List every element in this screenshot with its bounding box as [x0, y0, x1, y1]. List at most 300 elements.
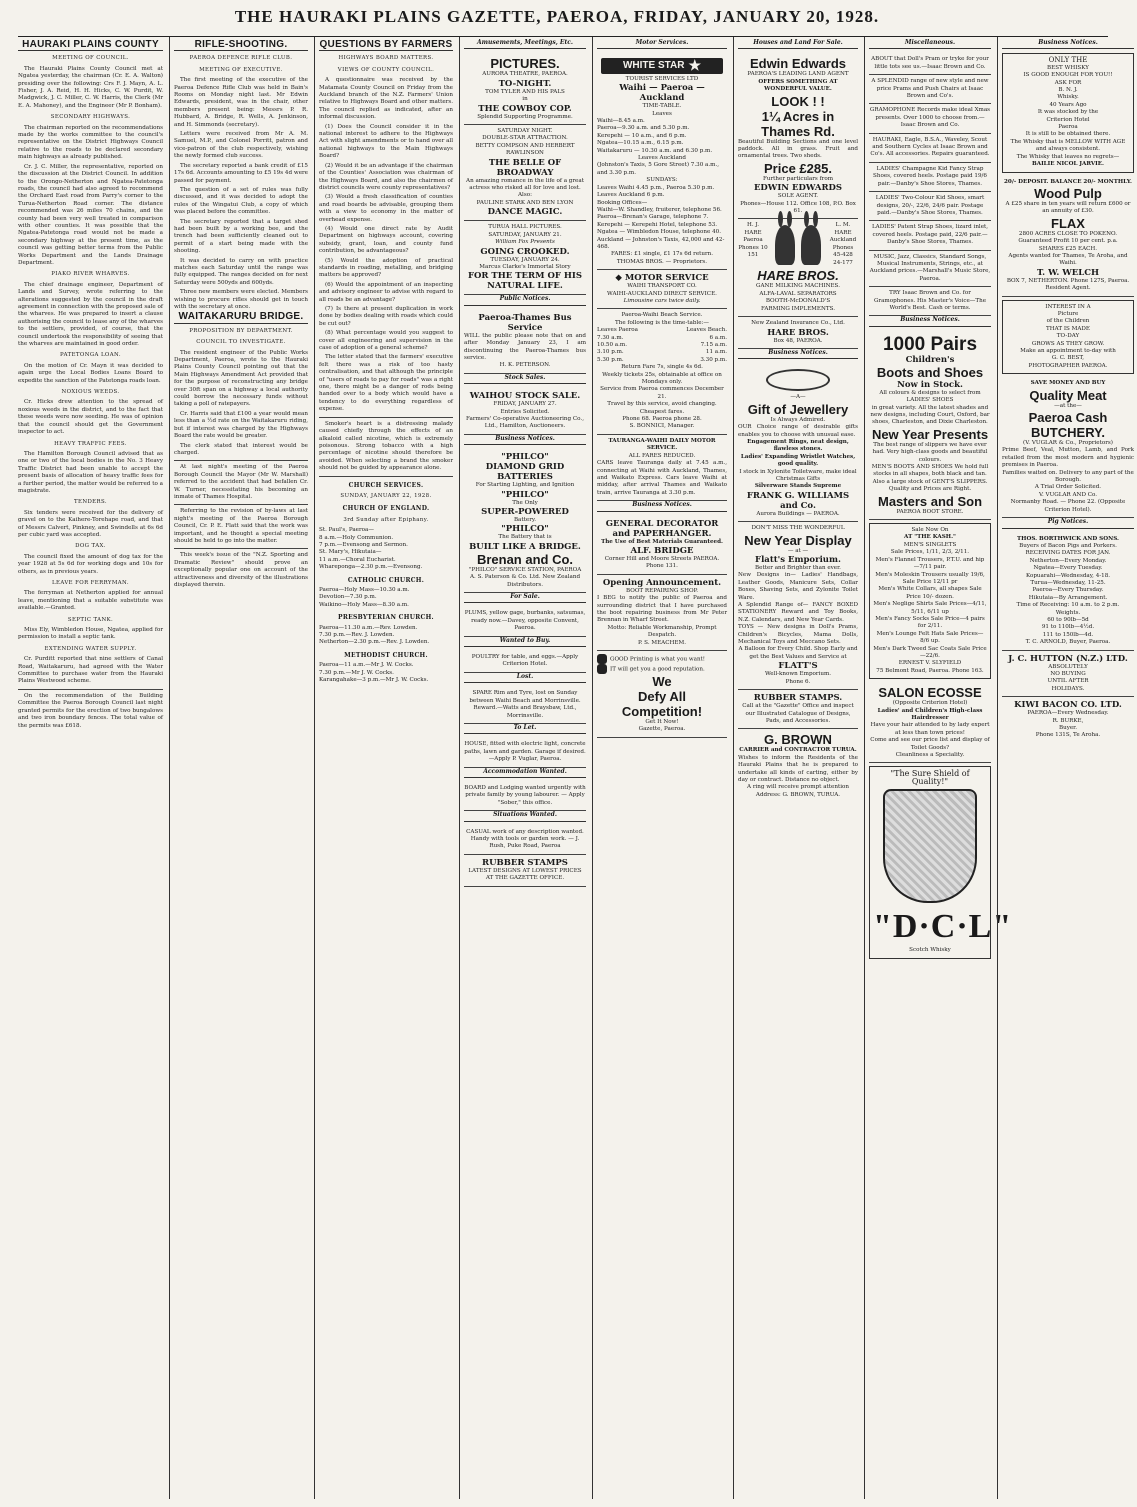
article-paragraph: The first meeting of the executive of the Paeroa Defence Rifle Club was held in Bain's Rooms on Monday night last. Mr Edwin Edwards, president, was in the chair, other members present being: Messrs P. R. Hubbard, A. Bridge, R. Wells, A. Jenkinson, and H. Simmonds (secretary).	[174, 77, 308, 128]
service-line: Waikino—Holy Mass—8.30 a.m.	[319, 601, 409, 608]
ad-salon-ecosse	[869, 682, 991, 763]
ad-line: Silverware Stands Supreme	[754, 483, 842, 490]
ad-line: SUNDAYS:	[646, 177, 678, 184]
ad-line: (V. VUGLAR & Co., Proprietors)	[1023, 440, 1113, 447]
ad-gazette-printing	[597, 651, 727, 738]
weight-line: 91 to 110lb—4½d.	[1041, 624, 1095, 631]
article-paragraph: The Hamilton Borough Council advised that as one or two of the local bodies in the No. 3 Heavy Traffic District had been unable to accept the present basis of allocation of heavy traffic fees for a further period, the matter would be referred to a magistrate.	[18, 450, 163, 494]
ad-line: Guaranteed Profit 10 per cent. p.a.	[1018, 238, 1118, 245]
ad-line: OUR Choice range of desirable gifts enables you to choose with unusual ease.	[738, 424, 858, 438]
article-paragraph: The ferryman at Netherton applied for annual leave, mentioning that a suitable substitute was available.—Granted.	[18, 590, 163, 612]
weight-line: 111 to 150lb—4d.	[1042, 631, 1094, 638]
ad-line: Now in Stock.	[897, 379, 963, 390]
ad-line: THE BELLE OF BROADWAY	[488, 157, 562, 178]
ad-line: Normanby Road. — Phone 22. (Opposite Criterion Hotel).	[1010, 499, 1126, 513]
ad-line: H. J. HARE Paeroa Phones 10 151	[738, 222, 768, 259]
ad-title: G. BROWN	[764, 732, 832, 748]
ad-line: The Whisky that is MELLOW WITH AGE and always consistent.	[1010, 138, 1126, 153]
subheading: MEETING OF COUNCIL.	[52, 55, 129, 62]
ring-illustration	[766, 369, 830, 391]
ad-line: Come and see our price list and display of Toilet Goods?	[870, 737, 990, 751]
ad-line: TURUA HALL PICTURES.	[488, 224, 562, 231]
ad-line: LOOK ! !	[771, 93, 825, 109]
timetable-line: Paeroa—9.30 a.m. and 5.30 p.m.	[597, 125, 690, 132]
ad-hare-bros	[738, 219, 858, 348]
sale-item: Men's Fancy Socks Sale Price—4 pairs for 2/11.	[875, 615, 985, 630]
article-paragraph: (1) Does the Council consider it in the national interest to adhere to the Highways Act with slight amendments or to hand over all national highways to the Main Highways Board?	[319, 123, 453, 160]
ad-line: CARRIER and CONTRACTOR TURUA.	[739, 747, 857, 754]
schedule-line: Ngatea—Every Tuesday.	[1033, 565, 1103, 572]
subheading: PROPOSITION BY DEPARTMENT.	[189, 327, 293, 334]
ad-line: Waihi — Paeroa — Auckland	[619, 83, 705, 104]
ad-line: L. M. HARE Auckland Phones 45-428 24-177	[829, 222, 857, 266]
article-paragraph: (8) What percentage would you suggest to cover all engineering and supervision in the case of adoption of a general scheme?	[319, 330, 453, 352]
ad-line: Also:	[518, 192, 532, 199]
ad-line: SATURDAY NIGHT.	[497, 128, 553, 135]
ad-line: Families waited on. Delivery to any part of the Borough.	[1002, 469, 1134, 484]
ad-line: Weekly tickets 25s, obtainable at office on Mondays only.	[602, 371, 722, 386]
ad-line: FOR THE TERM OF HIS NATURAL LIFE.	[467, 271, 583, 292]
ad-title: RUBBER STAMPS	[482, 857, 568, 868]
timetable-row: 5.30 p.m. 3.30 p.m.	[597, 356, 727, 363]
section-banner: Business Notices.	[1002, 39, 1134, 49]
ad-line: Travel by this service, avoid changing. Cheapest fares.	[607, 401, 717, 415]
ad-line: in great variety. All the latest shades and new designs, including Court, Oxford, bar shoes, Charleston, and Dixie Charleston.	[870, 404, 990, 426]
article-paragraph: The secretary reported that a target shed had been built by a working bee, and the trench had been sufficiently cleaned out to permit of a start being made with the shooting.	[174, 218, 308, 255]
ad-line: Ladies' Expanding Wristlet Watches, good quality.	[740, 453, 856, 468]
ad-line: R. BURKE,	[1052, 717, 1084, 724]
section-banner: Business Notices.	[738, 349, 858, 359]
classified-ad: POULTRY for table, and eggs.—Apply Criterion Hotel.	[464, 651, 586, 673]
section-heading: HEAVY TRAFFIC FEES.	[54, 440, 127, 447]
ad-line: CARS leave Tauranga daily at 7.45 a.m., connecting at Waihi with Auckland, Thames, and Waikato Express. Cars leave Waihi at midday, after arrival Thames and Waikato train, arrive Tauranga at 3.30 p.m.	[597, 460, 727, 496]
ad-line: 2800 ACRES CLOSE TO POKENO.	[1018, 230, 1118, 237]
ad-line: T. W. WELCH	[1036, 267, 1100, 278]
ad-jewellery	[738, 363, 858, 522]
ad-line: New Designs in— Ladies' Handbags, Leather Goods, Manicure Sets, Collar Boxes, Shaving Sets, and Zylonite Toilet Ware.	[738, 572, 858, 601]
section-heading: LEAVE FOR FERRYMAN.	[52, 580, 129, 586]
section-heading: PATETONGA LOAN.	[60, 352, 121, 359]
ad-line: "PHILCO"	[501, 524, 549, 535]
ad-tauranga-waihi	[597, 435, 727, 501]
white-star-logo	[601, 58, 723, 73]
ad-line: I stock in Xylonite Toiletware, make ideal Christmas Gifts	[739, 468, 857, 482]
ad-line: The Only	[512, 499, 538, 506]
sale-item: MEN'S SINGLETS	[903, 541, 957, 548]
ad-line: Phone 6.	[785, 678, 811, 685]
ad-line: New Year Presents	[871, 426, 989, 442]
article-paragraph: On the recommendation of the Building Committee the Paeroa Borough Council last night granted permits for the erection of two bungalows and two iron boundary fences. The total value of the permits was £618.	[18, 692, 163, 729]
article-paragraph: Cr. Purditt reported that nine settlers of Canal Road, Waitakaruru, had agreed with the Water Committee to purchase water from the Hauraki Plains Westwood scheme.	[18, 656, 163, 685]
classified-ad: LADIES' Two-Colour Kid Shoes, smart designs, 20/-, 22/6, 24/6 pair. Postage paid.—Danby's Shoe Stores, Thames.	[869, 192, 991, 221]
article-paragraph: (6) Would the appointment of an inspecting and advisory engineer to advise with regard to all roads be an advantage?	[319, 281, 453, 303]
ad-line: TOM TYLER AND HIS PALS	[485, 88, 565, 95]
subheading: COUNCIL TO INVESTIGATE.	[196, 339, 286, 346]
article-paragraph: The resident engineer of the Public Works Department, Paeroa, wrote to the Hauraki Plains County Council pointing out that the Main Highways Amendment Act provided that for the purpose of reconstructing any bridge over 30ft span on a highway a local authority could borrow the necessary funds without taking a poll of ratepayers.	[174, 349, 308, 408]
column-miscellaneous	[864, 37, 1013, 1499]
timetable-line: Waitakaruru — 10.30 a.m. and 6.30 p.m.	[597, 147, 713, 154]
section-banner: Business Notices.	[464, 435, 586, 445]
article-paragraph: Referring to the revision of by-laws at last night's meeting of the Paeroa Borough Council, Cr. P. E. Flatt said that the work was important, and he thought a special meeting should be held to go into the matter.	[174, 508, 308, 544]
ad-line: ERNEST V. SLYFIELD	[898, 660, 962, 667]
sale-item: Men's Flannel Trousers, P.T.U. and hip—7/11 pair.	[875, 556, 985, 571]
section-banner: Business Notices.	[869, 316, 991, 326]
section-banner: Houses and Land For Sale.	[738, 39, 858, 49]
ad-line: ALFA-LAVAL SEPARATORS	[759, 290, 837, 297]
classified-ad: LADIES' Patent Strap Shoes, lizard inlet, covered heels. Postage paid, 22/6 pair.—Danby's Shoe Stores, Thames.	[869, 221, 991, 250]
ad-line: OFFERS SOMETHING AT WONDERFUL VALUE.	[758, 78, 838, 93]
ad-line: All colours & designs to select from	[879, 389, 981, 396]
ad-line: The following is the time-table:—	[614, 319, 709, 326]
article-paragraph: (5) Would the adoption of practical standards in roading, metalling, and bridging matters be approved?	[319, 257, 453, 279]
ad-line: PAEROA BOOT STORE.	[896, 508, 964, 515]
section-banner: To Let.	[464, 724, 586, 734]
ad-line: AT THE GAZETTE OFFICE.	[485, 875, 565, 882]
ad-line: Price £285.	[764, 160, 832, 176]
ad-line: UNTIL AFTER	[1047, 678, 1089, 685]
ad-line: IS GOOD ENOUGH FOR YOU!!	[1023, 72, 1113, 79]
ad-line: Phone 131S, Te Aroha.	[1035, 732, 1101, 739]
article-paragraph: Letters were received from Mr A. M. Samuel, M.P., and Colonel Porritt, patron and vice-patron of the club respectively, wishing the newly formed club success.	[174, 131, 308, 160]
ad-line: A £25 share in ten years will return £600 or an annuity of £30.	[1005, 200, 1131, 215]
ad-title: HARE BROS.	[757, 268, 839, 284]
ad-title: B. N. J.	[1058, 87, 1078, 94]
service-line: 7.30 p.m.—Mr J. W. Cocks.	[319, 669, 394, 676]
schedule-line: Netherton—Every Monday.	[1029, 557, 1107, 564]
ad-line: Buyers of Bacon Pigs and Porkers.	[1019, 542, 1117, 549]
article-paragraph: (3) Would a fresh classification of counties and road boards be advisable, grouping them with a view to economy in the matter of overhead expense.	[319, 194, 453, 223]
ad-title: Wood Pulp	[1034, 185, 1102, 201]
ad-dcl-whisky	[869, 766, 1013, 958]
section-banner: Business Notices.	[597, 501, 727, 511]
timetable-row: 7.30 a.m. 6 a.m.	[597, 334, 727, 341]
ad-line: Whisky.	[1057, 94, 1079, 101]
article-paragraph: A questionnaire was received by the Matamata County Council on Friday from the Auckland branch of the N.Z. Farmers' Union relative to Highways Board and other matters. The council replied as indicated, after an informal discussion.	[319, 77, 453, 121]
ad-line: NO BUYING	[1050, 671, 1086, 677]
sale-item: Men's Lounge Felt Hats Sale Prices—8/6 up.	[876, 630, 984, 645]
ad-line: "PHILCO" SERVICE STATION, PAEROA	[468, 566, 582, 573]
ad-line: Limousine cars twice daily.	[623, 297, 701, 304]
ad-line: SUPER-POWERED	[481, 507, 569, 517]
sale-item: Men's Moleskin Trousers usually 19/6, Sale Price 12/11 pr	[875, 571, 985, 585]
ad-line: The Battery that is	[498, 534, 552, 541]
article-paragraph: At last night's meeting of the Paeroa Borough Council the Mayor (Mr W. Marshall) referred to the accident that had befallen Cr. W. Turner, necessitating his becoming an inmate of Thames Hospital.	[174, 464, 308, 500]
ad-line: HARE BROS.	[767, 327, 829, 338]
phone-icon	[597, 664, 607, 674]
ad-line: — at —	[787, 547, 809, 554]
ad-line: Aurora Buildings — PAEROA.	[756, 510, 840, 517]
ad-title: RUBBER STAMPS.	[753, 693, 843, 704]
ad-line: ASK FOR	[1054, 79, 1082, 86]
ad-line: Defy All	[638, 689, 686, 704]
ad-line: TUESDAY, JANUARY 24.	[490, 256, 560, 263]
ad-line: Motto: Reliable Workmanship, Prompt Despatch.	[607, 624, 717, 639]
classified-ad: TRY Isaac Brown and Co. for Gramophones. His Master's Voice—The World's Best. Cash or terms.	[869, 287, 991, 316]
article-paragraph: Cr. J. C. Miller, the representative, reported on the discussion at the District Council. In addition to the Orongo-Netherton and Ngatea-Patetonga roads, the council had also agreed to recommend the Orchard East road from Parry's corner to the Turua-Netherton Road corner. The distance recommended was 26 miles 70 chains, and the county had been very well treated in comparison with other counties. It was possible that the Ngatea-Patetonga road would not be made a secondary highway at the present time, as the council was getting better terms from the Public Works Department and the Lands Drainage Department.	[18, 163, 163, 266]
phone-icon	[597, 654, 607, 664]
section-banner: Motor Services.	[597, 39, 727, 49]
section-heading: EXTENDING WATER SUPPLY.	[44, 645, 137, 652]
ad-line: Is Always Admired.	[770, 416, 826, 423]
ad-line: Return Fare 7s, single 4s 6d.	[621, 364, 703, 371]
ad-line: Phone 68. Paeroa phone 28.	[622, 416, 702, 423]
ad-boot-repairing	[597, 575, 727, 651]
article-paragraph: Miss Ely, Wimbledon House, Ngatea, applied for permission to install a septic tank.	[18, 627, 163, 641]
ad-waihi-transport	[597, 270, 727, 435]
ad-line: Paeroa Cash BUTCHERY.	[1028, 410, 1108, 441]
ad-line: Leaves Auckland	[638, 155, 686, 162]
ad-line: Further particulars from	[763, 175, 833, 182]
section-heading: SECONDARY HIGHWAYS.	[50, 114, 131, 121]
section-banner: Situations Wanted.	[464, 811, 586, 821]
schedule-line: Paeroa—Every Thursday.	[1032, 587, 1104, 594]
ad-line: ALF. BRIDGE	[630, 545, 694, 556]
ad-line: S. BONNICI, Manager.	[629, 423, 695, 430]
ad-title: SALON ECOSSE	[878, 685, 982, 701]
ad-title: Sale Now On	[911, 527, 949, 534]
ad-line: SATURDAY, JANUARY 21.	[488, 231, 562, 238]
ad-the-kash	[869, 523, 991, 679]
ad-title	[597, 273, 727, 283]
ad-line: FLAX	[1051, 215, 1085, 231]
ad-line: T. C. ARNOLD, Buyer, Paeroa.	[1025, 639, 1111, 646]
ad-title-text: MOTOR SERVICE	[624, 273, 709, 284]
ad-line: AURORA THEATRE, PAEROA.	[482, 71, 568, 78]
ad-line: Entries Solicited.	[500, 408, 550, 415]
ad-title: Picture	[1057, 310, 1079, 317]
ad-line: Masters and Son	[877, 493, 983, 509]
ad-wood-pulp	[1002, 176, 1134, 297]
column-amusements	[459, 37, 589, 1499]
ad-line: Also a large stock of GENT'S SLIPPERS.	[872, 478, 988, 485]
ad-line: Battery.	[513, 517, 537, 523]
column-motor-services	[592, 37, 730, 1499]
ad-line: WILL the public please note that on and after Monday January 23, I am discontinuing the Paeroa-Thames bus service.	[464, 332, 586, 361]
service-line: Devotion—7.30 p.m.	[319, 594, 377, 601]
ad-line: DANCE MAGIC.	[487, 207, 563, 218]
ad-line: in	[522, 96, 528, 103]
timetable-row: 3.10 p.m. 11 a.m.	[597, 349, 727, 356]
ad-title: Gift of Jewellery	[747, 401, 849, 417]
classified-ad: HOUSE, fitted with electric light, concrete paths, lawn and garden. Garage if desired.—Apply P. Vuglar, Paeroa.	[464, 738, 586, 767]
article-paragraph: It was decided to carry on with practice matches each Saturday until the range was fully equipped. The ranges decided on for next Saturday were 500yds and 600yds.	[174, 257, 308, 286]
article-paragraph: (4) Would one direct rate by Audit Department on highways account, covering subsidy, grant, loan, and county fund contribution, be advantageous?	[319, 225, 453, 255]
service-line: Paeroa—11.30 a.m.—Rev. Lowden.	[319, 624, 418, 631]
classified-ad: MUSIC, Jazz, Classics, Standard Songs, Musical Instruments, Strings, etc., at Auckland prices.—Marshall's Music Store, Paeroa.	[869, 251, 991, 288]
ad-turua-hall	[464, 221, 586, 295]
timetable-line: Leaves Waihi 4.45 p.m., Paeroa 5.30 p.m.	[597, 184, 715, 191]
timetable-line: Waihi—8.45 a.m.	[597, 118, 645, 125]
ad-line: MEN'S BOOTS AND SHOES We hold full stocks in all shapes, both black and tan.	[871, 464, 989, 478]
ad-line: WAIHI-AUCKLAND DIRECT SERVICE.	[607, 290, 717, 297]
ad-line: DIAMOND GRID	[485, 462, 565, 473]
ad-line: 1¼ Acres in Thames Rd.	[761, 108, 835, 139]
ad-line: SOLE AGENT.	[777, 193, 819, 200]
ad-title: Paeroa-Thames Bus Service	[478, 312, 572, 333]
church-services-heading: CHURCH SERVICES.	[348, 481, 424, 489]
ad-title: Quality Meat	[1029, 387, 1107, 403]
ad-philco	[464, 449, 586, 593]
divider	[174, 548, 308, 549]
ad-line: Booking Offices—	[597, 199, 648, 206]
subheading: HIGHWAYS BOARD MATTERS.	[338, 55, 434, 62]
ad-line: Address: G. BROWN, TURUA.	[755, 791, 841, 798]
schedule-line: Kopuarahi—Wednesday, 4-18.	[1025, 572, 1111, 579]
ad-title: GENERAL DECORATOR and PAPERHANGER.	[605, 518, 719, 539]
ad-line: Box 48, PAEROA.	[773, 337, 823, 344]
masthead: THE HAURAKI PLAINS GAZETTE, PAEROA, FRIDAY, JANUARY 20, 1928.	[234, 7, 880, 26]
ad-line: LATEST DESIGNS AT LOWEST PRICES	[468, 867, 582, 874]
sale-item: Men's White Collars, all shapes Sale Price 10/- dozen.	[878, 586, 982, 600]
article-paragraph: The chief drainage engineer, Department of Lands and Survey, wrote referring to the alterations suggested by the council in the draft agreement in connection with the proposed sale of the wharves. He was prepared to insert a clause authorising the council to lease any of the wharves to the settlers, provided, of course, that the council undertook the responsibility of seeing that the wharves are maintained in good order.	[18, 281, 163, 348]
column-rifle-shooting	[169, 37, 311, 1499]
ad-line: We	[652, 674, 672, 689]
service-line: 8 a.m.—Holy Communion.	[319, 534, 394, 541]
ad-title: J. C. HUTTON (N.Z.) LTD.	[1008, 653, 1128, 664]
classified-ad: BOARD and Lodging wanted urgently with private family by young labourer. — Apply "Sober," this office.	[464, 782, 586, 811]
ad-line: LADIES' SHOES	[906, 397, 954, 404]
church-name: CATHOLIC CHURCH.	[347, 576, 425, 584]
logo-text: WHITE STAR	[622, 60, 685, 72]
ad-line: Children's	[905, 354, 955, 365]
ad-title: WAIHOU STOCK SALE.	[469, 391, 581, 402]
ad-title: THOS. BORTHWICK AND SONS.	[1017, 535, 1119, 542]
ad-line: Paeroa	[1058, 124, 1078, 131]
church-name: CHURCH OF ENGLAND.	[342, 505, 430, 513]
ad-line: ABSOLUTELY	[1048, 663, 1088, 670]
ad-line: TO-DAY	[1056, 333, 1080, 340]
ad-line: Phones—House 112. Office 108, P.O. Box 61.	[740, 200, 856, 215]
ad-stock-sale	[464, 388, 586, 435]
heading-waitakaruru-bridge: WAITAKARURU BRIDGE.	[174, 313, 308, 323]
ad-line: New Zealand Insurance Co., Ltd.	[751, 320, 845, 327]
ad-line: EDWIN EDWARDS	[753, 183, 843, 194]
hare-bros-header	[738, 222, 858, 268]
ad-line: BUILT LIKE A BRIDGE.	[469, 541, 581, 552]
classified-ad: HAURAKI, Eagle, B.S.A., Waveley, Scout and Southern Cycles at Isaac Brown and Co's. All accessories. Repairs guaranteed.	[869, 134, 991, 163]
service-line: 7 p.m.—Evensong and Sermon.	[319, 541, 408, 548]
ad-line: PAULINE STARK AND BEN LYON	[476, 199, 574, 206]
church-name: PRESBYTERIAN CHURCH.	[338, 614, 434, 622]
ad-line: GROWS AS THEY GROW.	[1031, 340, 1105, 347]
hares-illustration	[775, 225, 821, 265]
ad-line: Better and Brighter than ever.	[755, 565, 841, 571]
ad-line: RECEIVING DATES FOR JAN.	[1025, 550, 1111, 557]
ad-masters-son	[869, 331, 991, 520]
ad-line: Cleanliness a Speciality.	[895, 752, 965, 759]
classified-ad: CASUAL work of any description wanted. Handy with tools or garden work. — J. Rush, Puke Road, Paeroa	[464, 826, 586, 855]
ad-line: The Use of Best Materials Guaranteed.	[601, 538, 723, 545]
subheading: VIEWS OF COUNTY COUNCIL.	[337, 66, 435, 73]
ad-g-brown	[738, 729, 858, 802]
ad-line: A Splendid Range of— FANCY BOXED STATIONERY Reward and Toy Books, N.Z. Calendars, and New Year Cards.	[738, 602, 858, 623]
ad-line: PAEROA'S LEADING LAND AGENT	[747, 71, 849, 78]
ad-line: DON'T MISS THE WONDERFUL	[751, 525, 845, 532]
church-services-date: SUNDAY, JANUARY 22, 1928.	[340, 492, 432, 499]
heading-hauraki-plains-county: HAURAKI PLAINS COUNTY	[18, 41, 163, 51]
ad-line: 40 Years Ago	[1049, 101, 1087, 108]
ad-title: TAURANGA-WAIHI DAILY MOTOR SERVICE.	[608, 437, 716, 452]
ad-line: Make an appointment to-day with	[1020, 348, 1116, 354]
timetable-line: Leaves Auckland 6 p.m.	[597, 192, 665, 199]
divider	[174, 504, 308, 505]
ad-line: BOOT REPAIRING SHOP.	[626, 587, 698, 594]
ad-line: Prime Beef, Veal, Mutton, Lamb, and Pork retailed from the most modern and hygienic premises in Paeroa.	[1002, 447, 1134, 469]
article-paragraph: (7) Is there at present duplication in work done by bodies dealing with roads which could be cut out?	[319, 306, 453, 327]
ad-line: DOUBLE-STAR ATTRACTION.	[482, 135, 568, 142]
service-line: Karangahake—3 p.m.—Mr J. W. Cocks.	[319, 677, 429, 684]
ad-line: Quality and Prices are Right.	[888, 486, 972, 493]
article-paragraph: The Hauraki Plains County Council met at Ngatea yesterday, the chairman (Cr. E. A. Walton) presiding over the following: Crs F. J. Mayn, A. L. Fisher, J. A. Reid, H. H. Hicks, C. W. Purdit, W. Madgwick, J. C. Miller, C. W. Harris, the Clerk (Mr E. A. Mahoney), and the Engineer (Mr P. Bonham).	[18, 65, 163, 109]
ad-line: Weights.	[1055, 609, 1081, 616]
ad-line: ALL FARES REDUCED.	[628, 452, 696, 459]
ad-line: TOYS — New designs in Doll's Prams, Children's Bicycles, Mama Dolls, Mechanical Toys and Meccano Sets.	[738, 624, 858, 646]
ad-line: FARES: £1 single, £1 17s 6d return.	[610, 251, 714, 258]
service-line: 7.30 p.m.—Rev. J. Lowden.	[319, 632, 395, 639]
article-paragraph: (2) Would it be an advantage if the chairman of the Counties' Association was chairman of the Highways Board, and also the chairmen of district councils were county representatives?	[319, 162, 453, 191]
section-heading: TENDERS.	[74, 499, 107, 506]
column-questions-farmers	[314, 37, 456, 1499]
shield-emblem	[883, 789, 977, 903]
ad-line: A ring will receive prompt attention	[747, 784, 849, 791]
ad-title: 1000 Pairs	[882, 333, 978, 355]
timetable-line: Kerepehi — 10 a.m., and 6 p.m.	[597, 132, 687, 139]
ad-line: Agents wanted for Thames, Te Aroha, and Waihi.	[1008, 252, 1128, 267]
ad-line: Ladies' and Children's High-class Hairdresser	[877, 707, 983, 721]
ad-line: AT "THE KASH."	[904, 534, 956, 541]
ad-line: FRIDAY, JANUARY 27.	[493, 401, 557, 408]
booking-line: Auckland — Johnston's Taxis, 42,000 and 42-468.	[597, 236, 725, 250]
ad-line: A. S. Paterson & Co. Ltd. New Zealand Distributors.	[469, 574, 581, 588]
schedule-line: Turua—Wednesday, 11-25.	[1030, 579, 1106, 586]
ad-borthwick	[1002, 533, 1134, 651]
column-council-news	[18, 37, 166, 1499]
ad-line: IT will get you a good reputation.	[597, 664, 727, 674]
ad-line: FRANK G. WILLIAMS and Co.	[746, 490, 850, 511]
ad-line: Leaves	[652, 110, 672, 117]
diamond-icon: ◆	[615, 273, 625, 284]
section-banner: Lost.	[464, 673, 586, 683]
ad-line: Beautiful Building Sections and one level paddock. All in grass. Fruit and ornamental trees. Two sheds.	[738, 138, 858, 160]
ad-line: The best range of slippers we have ever had. Very high-class goods and beautiful colours.	[872, 441, 988, 463]
ad-line: WAIHI TRANSPORT CO.	[627, 283, 697, 290]
section-banner: Amusements, Meetings, Etc.	[464, 39, 586, 49]
article-paragraph: This week's issue of the "N.Z. Sporting and Dramatic Review" should prove an exceptionally popular one on account of the attractiveness and diversity of the illustrations displayed therein.	[174, 552, 308, 588]
ad-title: PICTURES.	[490, 56, 560, 72]
ad-line: A Balloon for Every Child. Shop Early and get the Best Values and Service at	[738, 646, 858, 660]
ad-line: of the Children	[1046, 318, 1090, 325]
ad-title: KIWI BACON CO. LTD.	[1014, 700, 1122, 711]
ad-bus-service	[464, 310, 586, 374]
ad-line: BATTERIES	[497, 472, 553, 483]
ad-line: Get It Now!	[645, 719, 679, 725]
service-line: Paeroa—11 a.m.—Mr J. W. Cocks.	[319, 662, 414, 669]
ad-line: "PHILCO"	[501, 452, 549, 463]
divider	[319, 476, 453, 477]
section-banner: For Sale.	[464, 593, 586, 603]
section-banner: Pig Notices.	[1002, 518, 1134, 528]
ad-line: I BEG to notify the public of Paeroa and surrounding district that I have purchased the boot repairing business from Mr Peter Brennan in Wharf Street.	[597, 595, 727, 624]
ad-line: —at the—	[1054, 402, 1082, 409]
ad-line: The Whisky that leaves no regrets—	[1016, 153, 1120, 160]
divider	[18, 689, 163, 690]
article-paragraph: The council fixed the amount of dog tax for the year 1928 at 5s 6d for working dogs and 10s for others, as in previous years.	[18, 553, 163, 575]
section-heading: NOXIOUS WEEDS.	[61, 389, 120, 396]
ad-line: TIME-TABLE.	[642, 103, 682, 110]
section-heading: DOG TAX.	[75, 543, 106, 550]
ad-line: GOING CROOKED.	[480, 246, 570, 257]
ad-title: New Year Display	[744, 532, 852, 548]
